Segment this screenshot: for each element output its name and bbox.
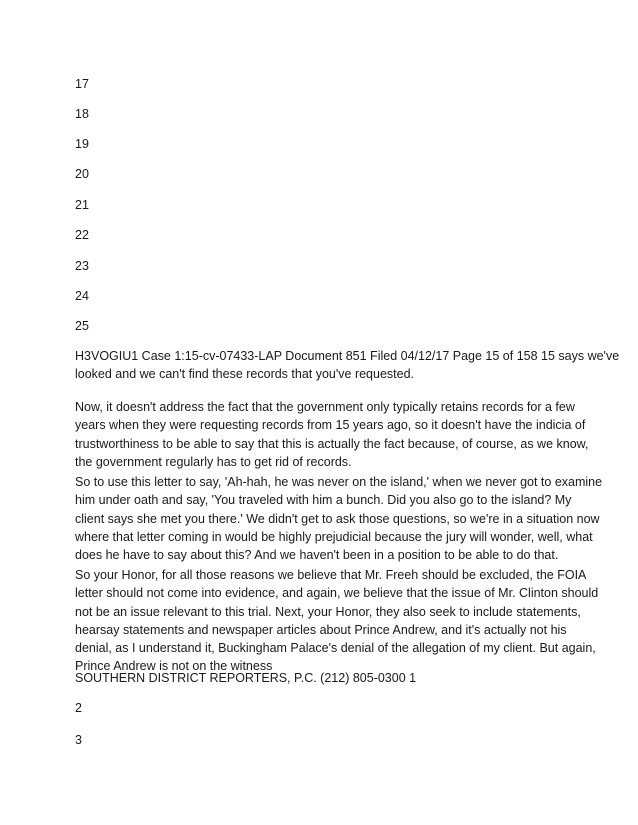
transcript-paragraph xyxy=(75,473,603,564)
paragraph-line: H3VOGIU1 Case 1:15-cv-07433-LAP Document 851 Filed 04/12/17 Page 15 of 158 15 says we've xyxy=(75,349,620,363)
reporter-line: SOUTHERN DISTRICT REPORTERS, P.C. (212) 805-0300 1 xyxy=(75,671,417,685)
line-number: 23 xyxy=(75,259,89,273)
line-number: 2 xyxy=(75,701,82,715)
paragraph-line: does he have to say about this? And we haven't been in a position to be able to do that. xyxy=(75,548,559,563)
paragraph-line: So to use this letter to say, 'Ah-hah, he was never on the island,' when we never got to examine xyxy=(75,475,603,489)
paragraph-line: So your Honor, for all those reasons we believe that Mr. Freeh should be excluded, the FOIA xyxy=(75,568,587,582)
paragraph-line: years when they were requesting records from 15 years ago, so it doesn't have the indicia of xyxy=(75,418,586,433)
paragraph-line: the government regularly has to get rid of records. xyxy=(75,454,352,469)
transcript-paragraph xyxy=(75,347,620,384)
paragraph-line: him under oath and say, 'You traveled with him a bunch. Did you also go to the island? My xyxy=(75,493,572,508)
line-number: 24 xyxy=(75,289,89,303)
line-number: 21 xyxy=(75,198,89,212)
paragraph-line: Now, it doesn't address the fact that the government only typically retains records for a few xyxy=(75,400,575,414)
transcript-paragraph xyxy=(75,566,599,676)
line-number: 18 xyxy=(75,107,89,121)
paragraph-line: hearsay statements and newspaper articles about Prince Andrew, and it's actually not his xyxy=(75,622,567,637)
paragraph-line: denial, as I understand it, Buckingham Palace's denial of the allegation of my client. But again, xyxy=(75,641,596,656)
paragraph-line: client says she met you there.' We didn't get to ask those questions, so we're in a situation now xyxy=(75,511,600,526)
paragraph-line: letter should not come into evidence, and again, we believe that the issue of Mr. Clinton should xyxy=(75,586,599,601)
line-number: 17 xyxy=(75,77,89,91)
line-number: 20 xyxy=(75,167,89,181)
paragraph-line: not be an issue relevant to this trial. Next, your Honor, they also seek to include statements, xyxy=(75,604,581,619)
paragraph-line: trustworthiness to be able to say that this is actually the fact because, of course, as we know, xyxy=(75,436,589,451)
transcript-paragraph xyxy=(75,398,589,471)
line-number: 19 xyxy=(75,137,89,151)
paragraph-line: Prince Andrew is not on the witness xyxy=(75,659,273,674)
line-number: 25 xyxy=(75,319,89,333)
line-number: 22 xyxy=(75,228,89,242)
paragraph-line: looked and we can't find these records that you've requested. xyxy=(75,367,415,382)
line-number: 3 xyxy=(75,733,82,747)
paragraph-line: where that letter coming in would be highly prejudicial because the jury will wonder, well, what xyxy=(75,529,593,544)
